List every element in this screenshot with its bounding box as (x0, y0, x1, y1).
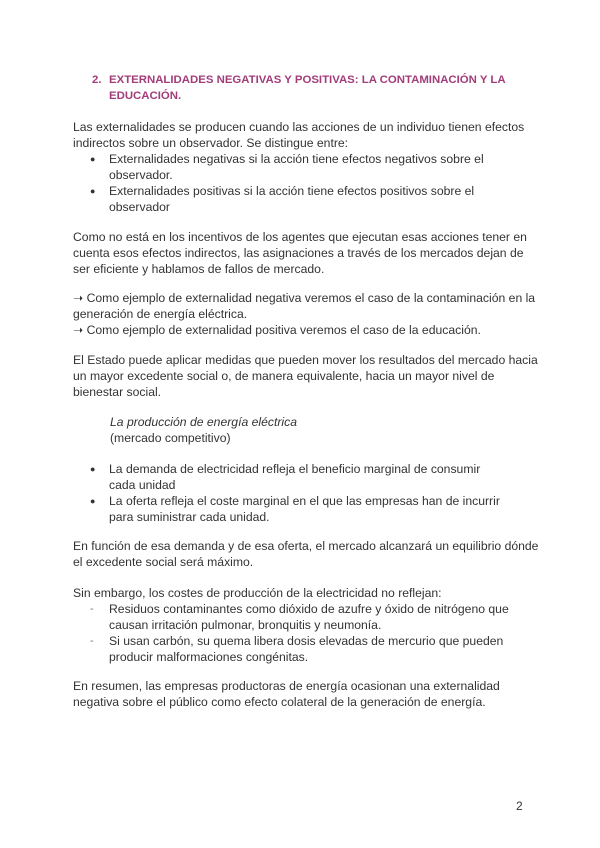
summary-paragraph: En resumen, las empresas productoras de energía ocasionan una externalidad negativa sobre el público como efecto colateral de la generación de energía. (73, 679, 500, 709)
list-item: ● La oferta refleja el coste marginal en el que las empresas han de incurrir para suministrar cada unidad. (90, 494, 500, 524)
dash-icon: - (90, 603, 94, 615)
dash-icon: - (90, 635, 94, 647)
list-item: - Residuos contaminantes como dióxido de azufre y óxido de nitrógeno que causan irritación pulmonar, bronquitis y neumonía. (90, 602, 509, 632)
bullet-icon: ● (90, 186, 96, 196)
intro-paragraph: Las externalidades se producen cuando las acciones de un individuo tienen efectos indirectos sobre un observador. Se distingue entre: (73, 120, 525, 150)
caption-subtitle: (mercado competitivo) (110, 431, 231, 445)
bullet-icon: ● (90, 154, 96, 164)
section-title: EXTERNALIDADES NEGATIVAS Y POSITIVAS: LA CONTAMINACIÓN Y LA EDUCACIÓN. (109, 74, 506, 102)
list-item: ● Externalidades positivas si la acción tiene efectos positivos sobre el observador (90, 184, 475, 214)
section-heading (92, 72, 532, 104)
bullet-icon: ● (90, 464, 96, 474)
list-item: - Si usan carbón, su quema libera dosis elevadas de mercurio que pueden producir malformaciones congénitas. (90, 634, 504, 664)
caption-title: La producción de energía eléctrica (110, 415, 297, 429)
list-item: ● Externalidades negativas si la acción tiene efectos negativos sobre el observador. (90, 152, 484, 182)
state-paragraph: El Estado puede aplicar medidas que pueden mover los resultados del mercado hacia un mayor excedente social o, de manera equivalente, hacia un mayor nivel de bienestar social. (73, 353, 538, 399)
page-number: 2 (516, 799, 523, 813)
example-positive: ➝ Como ejemplo de externalidad positiva veremos el caso de la educación. (73, 323, 481, 337)
market-list (90, 461, 510, 525)
incentives-paragraph: Como no está en los incentivos de los agentes que ejecutan esas acciones tener en cuenta esos efectos indirectos, las asignaciones a través de los mercados dejan de ser eficiente y hablamos de fallos de mercado. (73, 230, 527, 276)
costs-paragraph: Sin embargo, los costes de producción de la electricidad no reflejan: (73, 586, 442, 600)
section-number: 2. (92, 74, 102, 86)
bullet-icon: ● (90, 496, 96, 506)
costs-list (90, 601, 510, 665)
figure-caption (110, 414, 510, 446)
example-negative: ➝ Como ejemplo de externalidad negativa veremos el caso de la contaminación en la generación de energía eléctrica. (73, 291, 536, 321)
externality-types-list (90, 151, 510, 215)
equilibrium-paragraph: En función de esa demanda y de esa oferta, el mercado alcanzará un equilibrio dónde el excedente social será máximo. (73, 539, 539, 569)
list-item: ● La demanda de electricidad refleja el beneficio marginal de consumir cada unidad (90, 462, 481, 492)
